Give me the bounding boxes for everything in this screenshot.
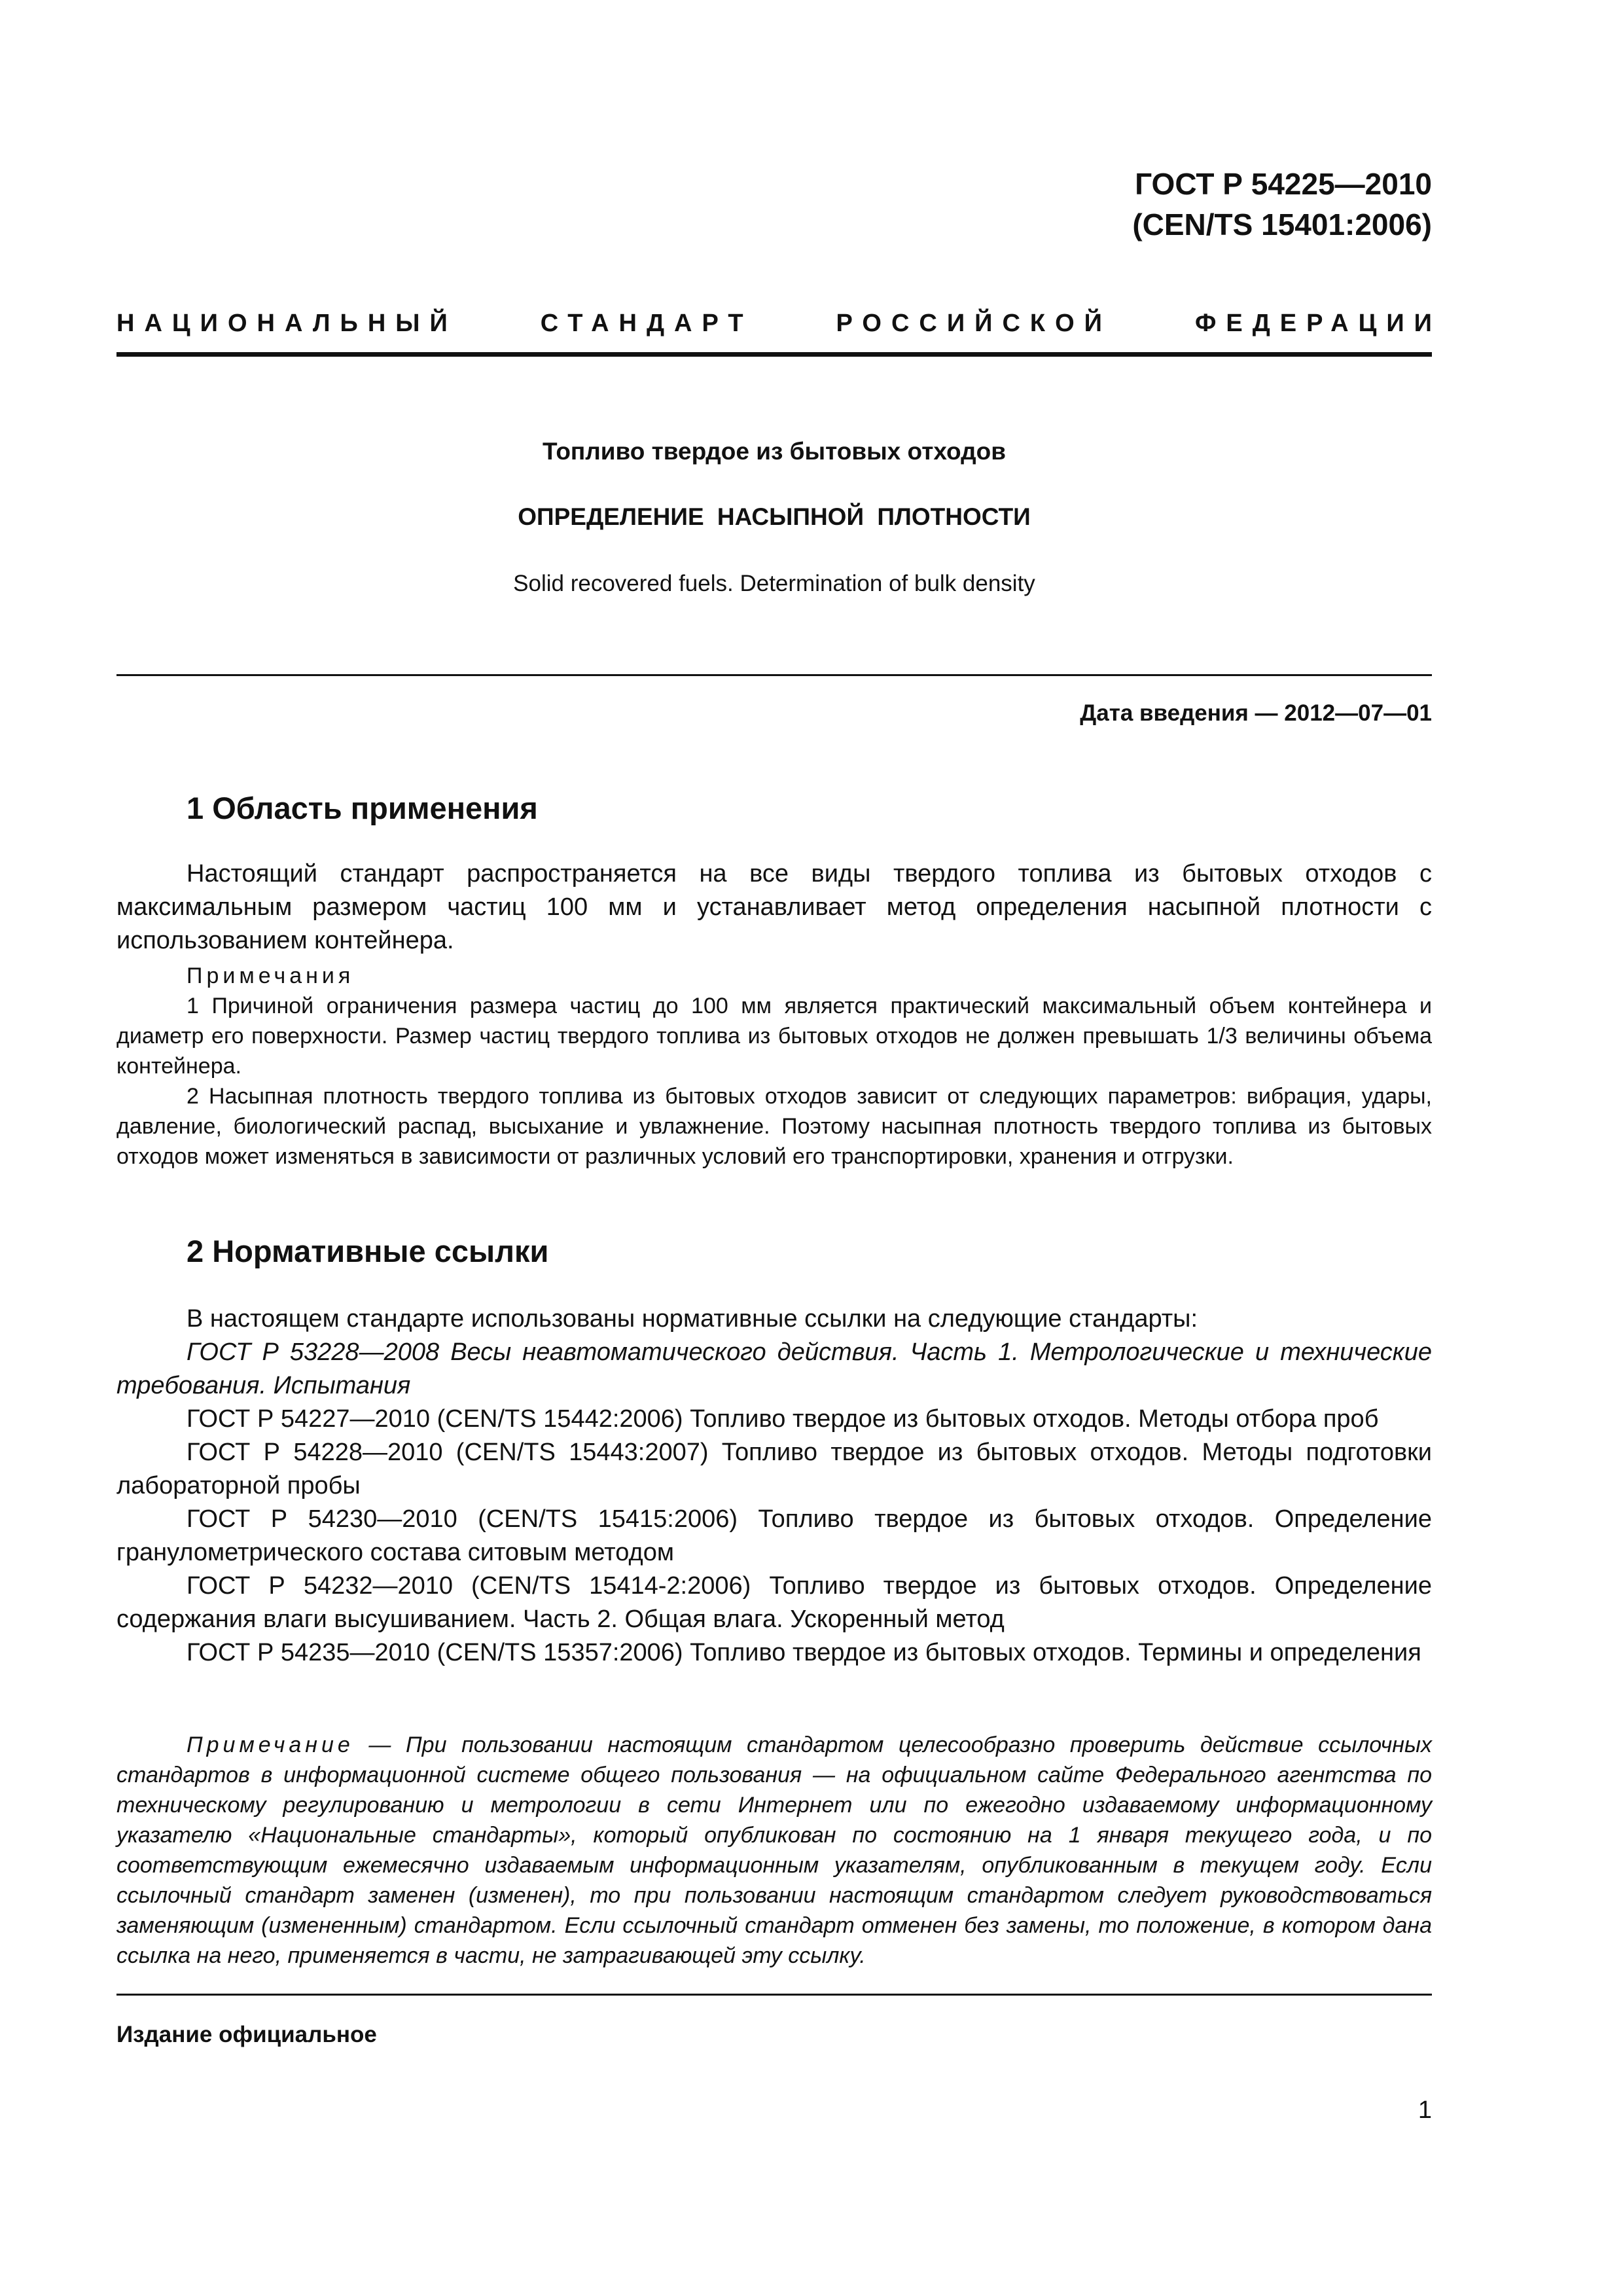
note-item: 1 Причиной ограничения размера частиц до 100 мм является практический максимальный объем контейнера и диаметр его поверхности. Размер частиц твердого топлива из бытовых отходов не должен превышать 1/3 величины объема контейнера. [116, 994, 1432, 1079]
note-item: 2 Насыпная плотность твердого топлива из бытовых отходов зависит от следующих параметров: вибрация, удары, давление, биологический распад, высыхание и увлажнение. Поэтому насыпная плотность твердого топлива из бытовых отходов может изменяться в зависимости от различных условий его транспортировки, хранения и отгрузки. [116, 1084, 1432, 1169]
page-number: 1 [1418, 2096, 1432, 2124]
scope-text [116, 857, 1432, 958]
official-edition-label: Издание официальное [116, 2022, 377, 2047]
document-title: Топливо твердое из бытовых отходов [543, 438, 1006, 465]
scope-paragraph: Настоящий стандарт распространяется на все виды твердого топлива из бытовых отходов с максимальным размером частиц 100 мм и устанавливает метод определения насыпной плотности с использованием контейнера. [116, 860, 1432, 954]
references-intro: В настоящем стандарте использованы нормативные ссылки на следующие стандарты: [187, 1305, 1198, 1333]
english-title: Solid recovered fuels. Determination of bulk density [513, 571, 1035, 596]
reference-item: ГОСТ Р 53228—2008 Весы неавтоматического действия. Часть 1. Метрологические и технические требования. Испытания [116, 1338, 1432, 1399]
note-label: Примечание [187, 1732, 354, 1757]
reference-item: ГОСТ Р 54227—2010 (CEN/TS 15442:2006) Топливо твердое из бытовых отходов. Методы отбора проб [187, 1405, 1379, 1433]
footer-divider [116, 1994, 1432, 1996]
section-heading-scope: 1 Область применения [187, 791, 538, 825]
section-heading-references: 2 Нормативные ссылки [187, 1234, 549, 1268]
banner-divider [116, 352, 1432, 357]
introduction-date: Дата введения — 2012—07—01 [1080, 700, 1432, 726]
title-divider [116, 674, 1432, 676]
banner-word: СТАНДАРТ [540, 310, 753, 337]
references-note [116, 1730, 1432, 1971]
scope-notes [116, 961, 1432, 1172]
standard-equivalent: (CEN/TS 15401:2006) [1132, 207, 1432, 242]
reference-item: ГОСТ Р 54232—2010 (CEN/TS 15414-2:2006) Топливо твердое из бытовых отходов. Определение содержания влаги высушиванием. Часть 2. Общая влага. Ускоренный метод [116, 1572, 1432, 1633]
banner-word: РОССИЙСКОЙ [836, 310, 1112, 337]
standard-designation [1132, 164, 1432, 245]
national-standard-banner [116, 308, 1442, 339]
banner-word: НАЦИОНАЛЬНЫЙ [116, 310, 457, 337]
references-list [116, 1302, 1432, 1670]
reference-item: ГОСТ Р 54230—2010 (CEN/TS 15415:2006) Топливо твердое из бытовых отходов. Определение гранулометрического состава ситовым методом [116, 1505, 1432, 1566]
note-text: — При пользовании настоящим стандартом целесообразно проверить действие ссылочных стандартов в информационной системе общего пользования — на официальном сайте Федерального агентства по техническому регулированию и метрологии в сети Интернет или по ежегодно издаваемому информационному указателю «Национальные стандарты», который опубликован по состоянию на 1 января текущего года, и по соответствующим ежемесячно издаваемым информационным указателям, опубликованным в текущем году. Если ссылочный стандарт заменен (изменен), то при пользовании настоящим стандартом следует руководствоваться заменяющим (измененным) стандартом. Если ссылочный стандарт отменен без замены, то положение, в котором дана ссылка на него, применяется в части, не затрагивающей эту ссылку. [116, 1732, 1432, 1968]
standard-number: ГОСТ Р 54225—2010 [1135, 167, 1432, 201]
banner-word: ФЕДЕРАЦИИ [1194, 310, 1442, 337]
document-subtitle: ОПРЕДЕЛЕНИЕ НАСЫПНОЙ ПЛОТНОСТИ [518, 503, 1031, 530]
reference-item: ГОСТ Р 54235—2010 (CEN/TS 15357:2006) Топливо твердое из бытовых отходов. Термины и определения [187, 1639, 1421, 1666]
reference-item: ГОСТ Р 54228—2010 (CEN/TS 15443:2007) Топливо твердое из бытовых отходов. Методы подготовки лабораторной пробы [116, 1439, 1432, 1499]
notes-title: Примечания [187, 963, 355, 988]
